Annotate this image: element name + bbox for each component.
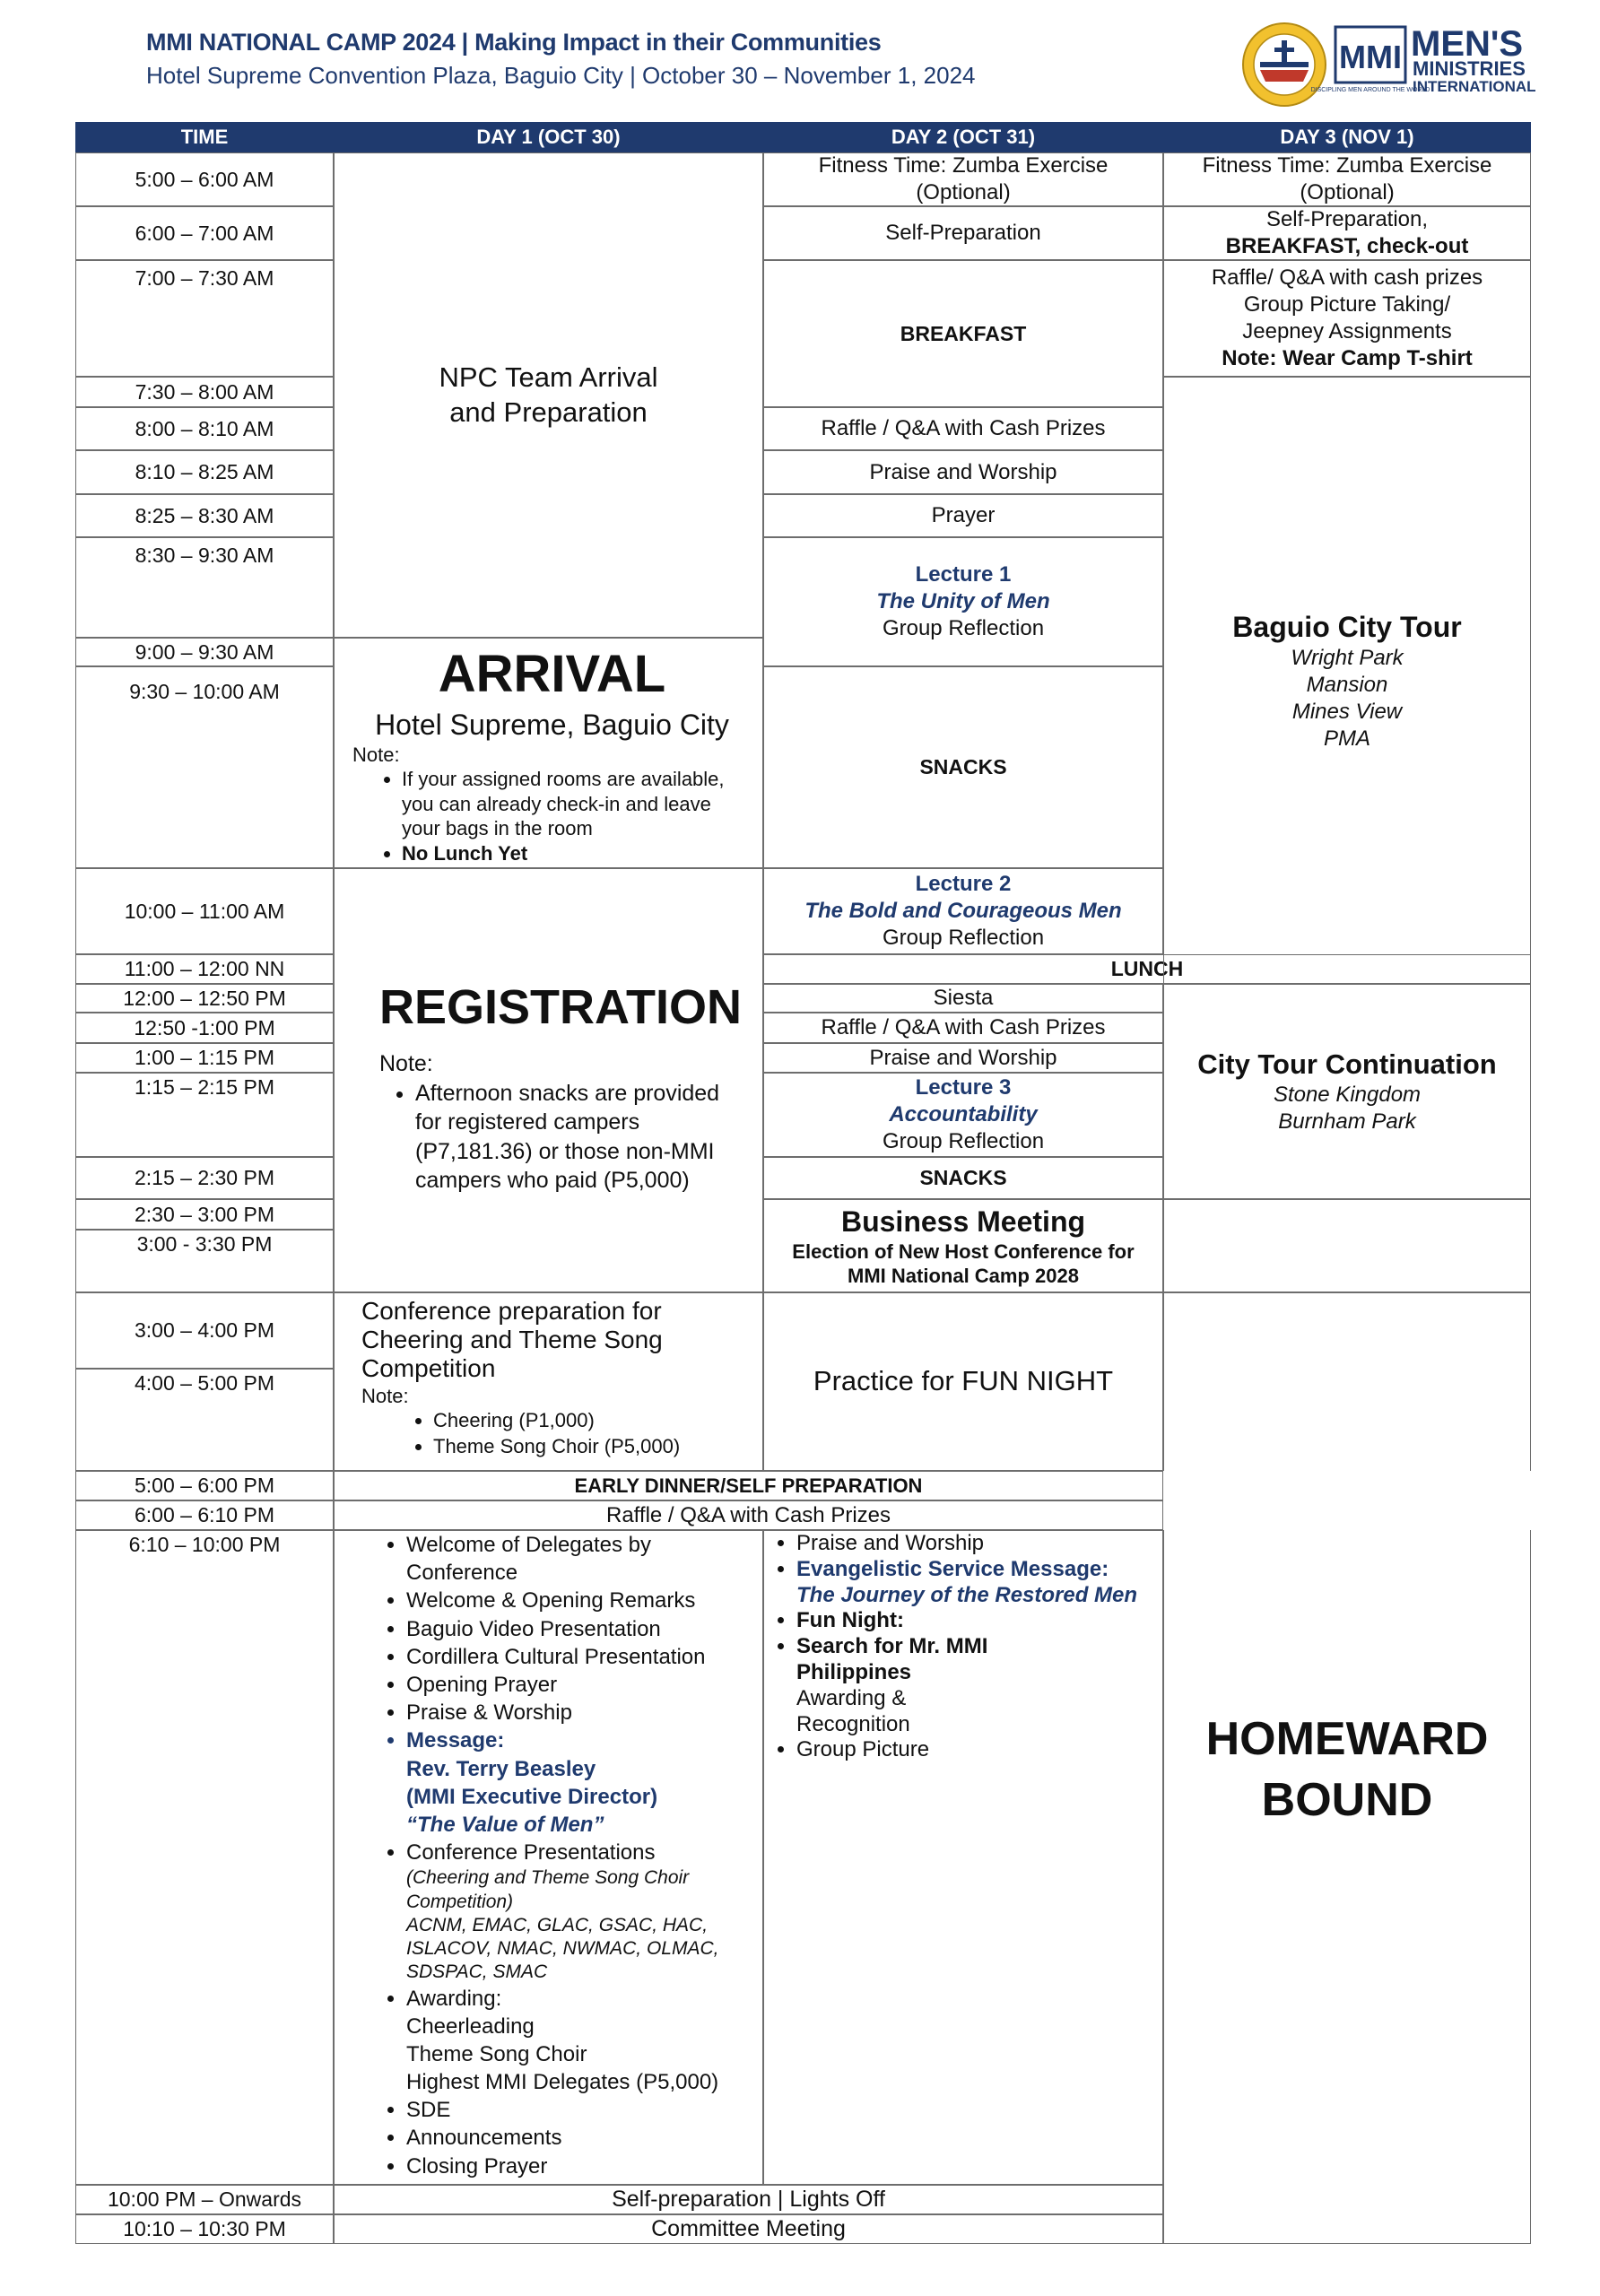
- message-speaker: Rev. Terry Beasley: [406, 1756, 596, 1781]
- evening-item: • Welcome of Delegates by Conference: [406, 1531, 757, 1587]
- time-cell: 3:00 – 4:00 PM: [75, 1292, 334, 1369]
- lecture3-title: Accountability: [889, 1102, 1038, 1126]
- search-awarding: Awarding & Recognition: [796, 1685, 910, 1736]
- day3-group-pic-text: Group Picture Taking/: [1243, 292, 1451, 317]
- early-dinner-cell: [334, 1471, 1163, 1500]
- committee-text: Committee Meeting: [651, 2215, 846, 2241]
- day1-arrival-cell: [334, 638, 763, 868]
- day2-praise2-cell: [763, 1043, 1163, 1073]
- logo-mmi-text: MMI: [1339, 39, 1402, 75]
- evening-item: • Welcome & Opening Remarks: [406, 1587, 757, 1614]
- evening-item: • SDE: [406, 2096, 757, 2124]
- day1-registration-cell: [334, 868, 763, 1292]
- day2-breakfast-cell: [763, 260, 1163, 407]
- time-cell: 11:00 – 12:00 NN: [75, 954, 334, 984]
- day2-business-cell: [763, 1199, 1163, 1292]
- time-cell: 12:00 – 12:50 PM: [75, 984, 334, 1013]
- conference-presentations-sub: (Cheering and Theme Song Choir Competition): [406, 1867, 690, 1912]
- day2-snacks-text: SNACKS: [919, 755, 1007, 779]
- day2-prayer-text: Prayer: [931, 503, 996, 527]
- homeward-bound-text: HOMEWARD BOUND: [1205, 1713, 1489, 1826]
- day3-selfprep-text: Self-Preparation,: [1265, 207, 1429, 231]
- day2-prayer-cell: [763, 494, 1163, 537]
- lecture3-reflection: Group Reflection: [882, 1129, 1045, 1153]
- time-cell: 6:00 – 7:00 AM: [75, 206, 334, 260]
- logo-mens-text: MEN'S: [1411, 24, 1524, 64]
- day2-snacks2-cell: [763, 1157, 1163, 1199]
- day1-evening-cell: [334, 1530, 763, 2185]
- day3-jeepney-text: Jeepney Assignments: [1242, 319, 1452, 344]
- awarding-item: Theme Song Choir: [406, 2041, 587, 2066]
- day3-raffle-cell: [1163, 260, 1531, 377]
- lights-off-cell: [334, 2185, 1163, 2214]
- day3-raffle-text: Raffle/ Q&A with cash prizes: [1211, 265, 1483, 290]
- time-cell: 8:30 – 9:30 AM: [75, 537, 334, 638]
- logo-international-text: INTERNATIONAL: [1413, 78, 1536, 95]
- day1-conf-prep-cell: [334, 1292, 763, 1471]
- lecture1-title: The Unity of Men: [876, 589, 1050, 613]
- registration-note-label: Note:: [379, 1051, 433, 1077]
- early-dinner-text: EARLY DINNER/SELF PREPARATION: [574, 1474, 923, 1497]
- time-cell: 1:00 – 1:15 PM: [75, 1043, 334, 1073]
- time-cell: 10:00 – 11:00 AM: [75, 868, 334, 954]
- day2-raffle2-text: Raffle / Q&A with Cash Prizes: [821, 1015, 1106, 1039]
- awarding-label: • Awarding:: [406, 1986, 502, 2011]
- search-mr-mmi: • Search for Mr. MMI Philippines: [796, 1634, 988, 1684]
- evening-item: • Closing Prayer: [406, 2152, 757, 2180]
- day1-evening-list: [335, 1531, 757, 2180]
- document-subtitle: Hotel Supreme Convention Plaza, Baguio City | October 30 – November 1, 2024: [146, 62, 976, 89]
- time-cell: 10:00 PM – Onwards: [75, 2185, 334, 2214]
- shared-raffle-text: Raffle / Q&A with Cash Prizes: [605, 1502, 891, 1527]
- awarding-item: Highest MMI Delegates (P5,000): [406, 2070, 719, 2095]
- day2-lecture2-cell: [763, 868, 1163, 954]
- lecture1-label: Lecture 1: [915, 562, 1012, 587]
- evening-item: [406, 1839, 757, 1984]
- logo-tagline-text: DISCIPLING MEN AROUND THE WORLD: [1310, 87, 1430, 93]
- day2-selfprep-cell: [763, 206, 1163, 260]
- day3-homeward-top: [1163, 1292, 1531, 1471]
- time-cell: 5:00 – 6:00 AM: [75, 152, 334, 206]
- time-cell: 9:00 – 9:30 AM: [75, 638, 334, 666]
- day3-tour2-title: City Tour Continuation: [1197, 1048, 1497, 1080]
- message-label: • Message:: [406, 1728, 505, 1753]
- day1-npc-text: NPC Team Arrival and Preparation: [439, 361, 658, 428]
- lecture3-label: Lecture 3: [915, 1075, 1012, 1100]
- arrival-note-label: Note:: [352, 743, 400, 766]
- day2-evening-item: • Group Picture: [796, 1737, 1137, 1763]
- day3-empty-cell: [1163, 1199, 1531, 1292]
- day2-snacks-cell: [763, 666, 1163, 868]
- shared-raffle-cell: [334, 1500, 1163, 1530]
- day2-praise-text: Praise and Worship: [869, 459, 1057, 484]
- lecture2-title: The Bold and Courageous Men: [804, 899, 1122, 923]
- time-cell: 1:15 – 2:15 PM: [75, 1073, 334, 1157]
- committee-cell: [334, 2214, 1163, 2244]
- day3-tour2-place: Stone Kingdom: [1273, 1083, 1422, 1108]
- logo-ministries-text: MINISTRIES: [1413, 57, 1526, 80]
- day2-evening-item: • Fun Night:: [796, 1608, 1137, 1634]
- time-cell: 6:00 – 6:10 PM: [75, 1500, 334, 1530]
- conf-prep-note-item: • Cheering (P1,000): [433, 1408, 680, 1434]
- day3-tour-place: Mines View: [1291, 700, 1403, 724]
- document-title: MMI NATIONAL CAMP 2024 | Making Impact in their Communities: [146, 29, 882, 56]
- day2-practice-cell: [763, 1292, 1163, 1471]
- col-header-day3: DAY 3 (NOV 1): [1163, 122, 1531, 152]
- time-cell: 8:25 – 8:30 AM: [75, 494, 334, 537]
- day2-evening-item: • Praise and Worship: [796, 1531, 1137, 1557]
- col-header-day2: DAY 2 (OCT 31): [763, 122, 1163, 152]
- day2-fitness-cell: [763, 152, 1163, 206]
- day2-fitness-text: Fitness Time: Zumba Exercise (Optional): [818, 153, 1109, 204]
- evangelistic-label: • Evangelistic Service Message:: [796, 1556, 1109, 1581]
- day2-raffle2-cell: [763, 1013, 1163, 1043]
- day2-evening-item: [796, 1634, 1137, 1737]
- day2-evening-cell: [763, 1530, 1163, 2185]
- time-cell: 7:00 – 7:30 AM: [75, 260, 334, 377]
- time-cell: 5:00 – 6:00 PM: [75, 1471, 334, 1500]
- evangelistic-title: The Journey of the Restored Men: [796, 1582, 1138, 1607]
- evening-item: • Cordillera Cultural Presentation: [406, 1643, 757, 1671]
- day2-siesta-text: Siesta: [933, 986, 994, 1010]
- day3-tour-place: Wright Park: [1291, 646, 1404, 670]
- time-cell: 4:00 – 5:00 PM: [75, 1369, 334, 1471]
- day3-tour-place: PMA: [1323, 726, 1370, 751]
- evening-item: [406, 1985, 757, 2097]
- day2-praise2-text: Praise and Worship: [869, 1045, 1057, 1070]
- day2-lecture1-cell: [763, 537, 1163, 666]
- registration-note-item: • Afternoon snacks are provided for registered campers (P7,181.36) or those non-MMI campers who paid (P5,000): [415, 1079, 744, 1196]
- evening-item: • Praise & Worship: [406, 1699, 757, 1726]
- conf-prep-note-label: Note:: [361, 1384, 409, 1407]
- day3-breakfast-text: BREAKFAST, check-out: [1225, 234, 1469, 258]
- arrival-place: Hotel Supreme, Baguio City: [375, 708, 729, 741]
- business-meeting-title: Business Meeting: [840, 1205, 1086, 1238]
- time-cell: 3:00 - 3:30 PM: [75, 1230, 334, 1292]
- day2-snacks2-text: SNACKS: [919, 1166, 1007, 1190]
- day2-raffle-cell: [763, 407, 1163, 450]
- day2-siesta-cell: [763, 984, 1163, 1013]
- arrival-notes-list: [352, 767, 752, 865]
- day2-lecture3-cell: [763, 1073, 1163, 1157]
- day3-fitness-text: Fitness Time: Zumba Exercise (Optional): [1202, 153, 1492, 204]
- day2-evening-item: [796, 1557, 1137, 1609]
- message-title: “The Value of Men”: [406, 1812, 604, 1837]
- time-cell: 2:30 – 3:00 PM: [75, 1199, 334, 1230]
- evening-message-item: [406, 1726, 757, 1839]
- conference-list: ACNM, EMAC, GLAC, GSAC, HAC, ISLACOV, NMAC, NWMAC, OLMAC, SDSPAC, SMAC: [406, 1914, 719, 1983]
- day2-selfprep-text: Self-Preparation: [885, 221, 1041, 245]
- day2-breakfast-text: BREAKFAST: [900, 321, 1027, 345]
- lunch-text: LUNCH: [1110, 957, 1184, 981]
- time-cell: 12:50 -1:00 PM: [75, 1013, 334, 1043]
- arrival-note-item: • If your assigned rooms are available, you can already check-in and leave your bags in the room: [402, 767, 752, 841]
- lecture2-label: Lecture 2: [915, 872, 1012, 896]
- day2-practice-text: Practice for FUN NIGHT: [813, 1365, 1114, 1397]
- day3-tour2-place: Burnham Park: [1278, 1109, 1416, 1135]
- registration-title: REGISTRATION: [379, 980, 742, 1034]
- conf-prep-text: Conference preparation for Cheering and Theme Song Competition: [361, 1297, 663, 1383]
- conf-prep-note-item: • Theme Song Choir (P5,000): [433, 1434, 680, 1460]
- day3-tour2-cell: [1163, 984, 1531, 1199]
- evening-item: • Baguio Video Presentation: [406, 1615, 757, 1643]
- lights-off-text: Self-preparation | Lights Off: [612, 2186, 885, 2212]
- day3-selfprep-cell: [1163, 206, 1531, 260]
- day3-shirt-note: Note: Wear Camp T-shirt: [1222, 346, 1473, 370]
- arrival-title: ARRIVAL: [438, 645, 666, 703]
- lecture2-reflection: Group Reflection: [882, 926, 1045, 950]
- day3-homeward-cell: [1163, 1530, 1531, 2244]
- day3-tour-cell: [1163, 377, 1531, 984]
- conf-prep-notes-list: [361, 1408, 680, 1459]
- message-speaker-role: (MMI Executive Director): [406, 1784, 658, 1809]
- time-cell: 2:15 – 2:30 PM: [75, 1157, 334, 1199]
- day2-praise-cell: [763, 450, 1163, 494]
- time-cell: 7:30 – 8:00 AM: [75, 377, 334, 407]
- evening-item: • Announcements: [406, 2124, 757, 2152]
- col-header-time: TIME: [75, 122, 334, 152]
- time-cell: 9:30 – 10:00 AM: [75, 666, 334, 868]
- day3-tour-place: Mansion: [1306, 673, 1388, 697]
- time-cell: 6:10 – 10:00 PM: [75, 1530, 334, 2185]
- conference-presentations: • Conference Presentations: [406, 1840, 656, 1866]
- time-cell: 8:10 – 8:25 AM: [75, 450, 334, 494]
- col-header-day1: DAY 1 (OCT 30): [334, 122, 763, 152]
- arrival-note-item: • No Lunch Yet: [402, 841, 752, 866]
- time-cell: 10:10 – 10:30 PM: [75, 2214, 334, 2244]
- day3-fitness-cell: [1163, 152, 1531, 206]
- business-meeting-election: Election of New Host Conference for MMI National Camp 2028: [792, 1239, 1135, 1287]
- day2-raffle-text: Raffle / Q&A with Cash Prizes: [821, 416, 1106, 440]
- time-cell: 8:00 – 8:10 AM: [75, 407, 334, 450]
- day3-tour-title: Baguio City Tour: [1232, 611, 1462, 643]
- day2-evening-list: [764, 1531, 1137, 1763]
- awarding-item: Cheerleading: [406, 2013, 535, 2039]
- registration-notes-list: [379, 1079, 744, 1196]
- evening-item: • Opening Prayer: [406, 1671, 757, 1699]
- day1-npc-cell: [334, 152, 763, 638]
- lecture1-reflection: Group Reflection: [882, 616, 1045, 640]
